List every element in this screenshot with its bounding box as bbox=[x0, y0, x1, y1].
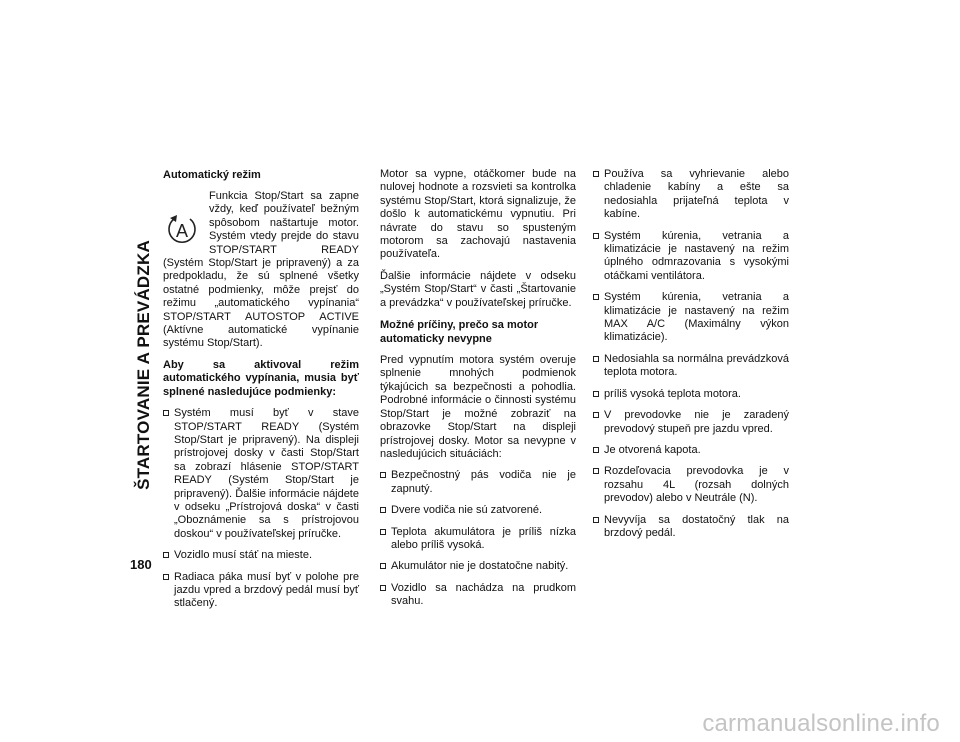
column-1 bbox=[163, 168, 359, 619]
auto-mode-heading: Automatický režim bbox=[163, 169, 261, 181]
list-item-text: Je otvorená kapota. bbox=[604, 443, 701, 456]
list-item-text: Systém musí byť v stave STOP/START READY (Systém Stop/Start je pripravený). Na displeji prístrojovej dosky v časti Stop/Start sa zobrazí hlásenie STOP/START READY (Systém Stop/Start je pripravený). Ďalšie informácie nájdete v odseku „Prístrojová doska“ v časti „Oboznámenie sa s prístrojovou doskou“ v používateľskej príručke. bbox=[174, 407, 359, 540]
list-item bbox=[593, 409, 789, 436]
page-number: 180 bbox=[130, 557, 152, 572]
more-info-paragraph: Ďalšie informácie nájdete v odseku „Systém Stop/Start“ v časti „Štartovanie a prevádzka“ v používateľskej príručke. bbox=[380, 269, 576, 309]
checkbox-bullet-icon bbox=[380, 472, 386, 478]
list-item-text: Nevyvíja sa dostatočný tlak na brzdový pedál. bbox=[604, 513, 789, 539]
checkbox-bullet-icon bbox=[380, 585, 386, 591]
list-item bbox=[593, 230, 789, 284]
side-section-title bbox=[131, 140, 157, 590]
engine-off-paragraph: Motor sa vypne, otáčkomer bude na nulovej hodnote a rozsvieti sa kontrolka systému Stop/Start, ktorá signalizuje, že došlo k automatickému vypnutiu. Pri návrate do stavu so spusteným motorom sa zachovajú nastavenia používateľa. bbox=[380, 168, 576, 261]
list-item-text: V prevodovke nie je zaradený prevodový stupeň pre jazdu vpred. bbox=[604, 409, 789, 435]
list-item bbox=[593, 388, 789, 401]
auto-stop-start-icon bbox=[163, 192, 201, 244]
checkbox-bullet-icon bbox=[593, 294, 599, 300]
list-item-text: Systém kúrenia, vetrania a klimatizácie je nastavený na režim úplného odmrazovania s vysokými otáčkami ventilátora. bbox=[604, 229, 789, 282]
checkbox-bullet-icon bbox=[380, 563, 386, 569]
reasons-list-continued bbox=[593, 168, 789, 540]
list-item-text: príliš vysoká teplota motora. bbox=[604, 387, 741, 400]
list-item-text: Bezpečnostný pás vodiča nie je zapnutý. bbox=[391, 469, 576, 495]
reasons-list bbox=[380, 469, 576, 608]
list-item bbox=[593, 465, 789, 505]
checkbox-bullet-icon bbox=[593, 517, 599, 523]
checkbox-bullet-icon bbox=[380, 507, 386, 513]
checkbox-bullet-icon bbox=[593, 391, 599, 397]
list-item-text: Systém kúrenia, vetrania a klimatizácie je nastavený na režim MAX A/C (Maximálny výkon klimatizácie). bbox=[604, 291, 789, 344]
checkbox-bullet-icon bbox=[593, 412, 599, 418]
list-item-text: Rozdeľovacia prevodovka je v rozsahu 4L (rozsah dolných prevodov) alebo v Neutrále (N). bbox=[604, 465, 789, 505]
checkbox-bullet-icon bbox=[593, 356, 599, 362]
checkbox-bullet-icon bbox=[593, 468, 599, 474]
list-item-text: Nedosiahla sa normálna prevádzková teplota motora. bbox=[604, 352, 789, 379]
conditions-heading: Aby sa aktivoval režim automatického vypínania, musia byť splnené nasledujúce podmienky: bbox=[163, 358, 359, 398]
list-item bbox=[380, 504, 576, 517]
conditions-list bbox=[163, 407, 359, 611]
list-item bbox=[163, 549, 359, 562]
checkbox-bullet-icon bbox=[163, 552, 169, 558]
list-item bbox=[380, 560, 576, 573]
list-item-text: Používa sa vyhrievanie alebo chladenie kabíny a ešte sa nedosiahla prijateľná teplota v kabíne. bbox=[604, 168, 789, 221]
watermark: carmanualsonline.info bbox=[702, 710, 940, 737]
list-item bbox=[593, 353, 789, 380]
column-3 bbox=[593, 168, 789, 548]
auto-icon-letter: A bbox=[175, 221, 189, 241]
reasons-heading: Možné príčiny, prečo sa motor automaticky nevypne bbox=[380, 319, 539, 346]
list-item-text: Teplota akumulátora je príliš nízka alebo príliš vysoká. bbox=[391, 525, 576, 551]
list-item bbox=[593, 514, 789, 541]
checkbox-bullet-icon bbox=[380, 529, 386, 535]
list-item bbox=[380, 526, 576, 553]
reasons-intro: Pred vypnutím motora systém overuje splnenie mnohých podmienok týkajúcich sa bezpečnosti a pohodlia. Podrobné informácie o činnosti systému Stop/Start je možné zobraziť na obrazovke Stop/Start na displeji prístrojovej dosky. Motor sa nevypne v nasledujúcich situáciách: bbox=[380, 354, 576, 460]
checkbox-bullet-icon bbox=[593, 233, 599, 239]
side-section-title-text: ŠTARTOVANIE A PREVÁDZKA bbox=[134, 240, 154, 490]
checkbox-bullet-icon bbox=[593, 171, 599, 177]
list-item bbox=[163, 407, 359, 541]
column-2 bbox=[380, 168, 576, 617]
list-item bbox=[593, 168, 789, 222]
list-item-text: Vozidlo musí stáť na mieste. bbox=[174, 549, 313, 562]
checkbox-bullet-icon bbox=[163, 410, 169, 416]
list-item-text: Vozidlo sa nachádza na prudkom svahu. bbox=[391, 581, 576, 608]
list-item-text: Dvere vodiča nie sú zatvorené. bbox=[391, 504, 543, 517]
checkbox-bullet-icon bbox=[163, 574, 169, 580]
list-item bbox=[593, 444, 789, 457]
list-item bbox=[593, 291, 789, 345]
list-item bbox=[163, 571, 359, 611]
list-item-text: Akumulátor nie je dostatočne nabitý. bbox=[391, 560, 569, 573]
auto-mode-intro: Funkcia Stop/Start sa zapne vždy, keď používateľ bežným spôsobom naštartuje motor. Systém vtedy prejde do stavu STOP/START READY (Systém Stop/Start je pripravený) a za predpokladu, že sú splnené všetky ostatné podmienky, môže prejsť do režimu „automatického vypínania“ STOP/START AUTOSTOP ACTIVE (Aktívne automatické vypínanie systému Stop/Start). bbox=[163, 190, 359, 350]
checkbox-bullet-icon bbox=[593, 447, 599, 453]
list-item bbox=[380, 469, 576, 496]
list-item-text: Radiaca páka musí byť v polohe pre jazdu vpred a brzdový pedál musí byť stlačený. bbox=[174, 570, 359, 610]
list-item bbox=[380, 582, 576, 609]
